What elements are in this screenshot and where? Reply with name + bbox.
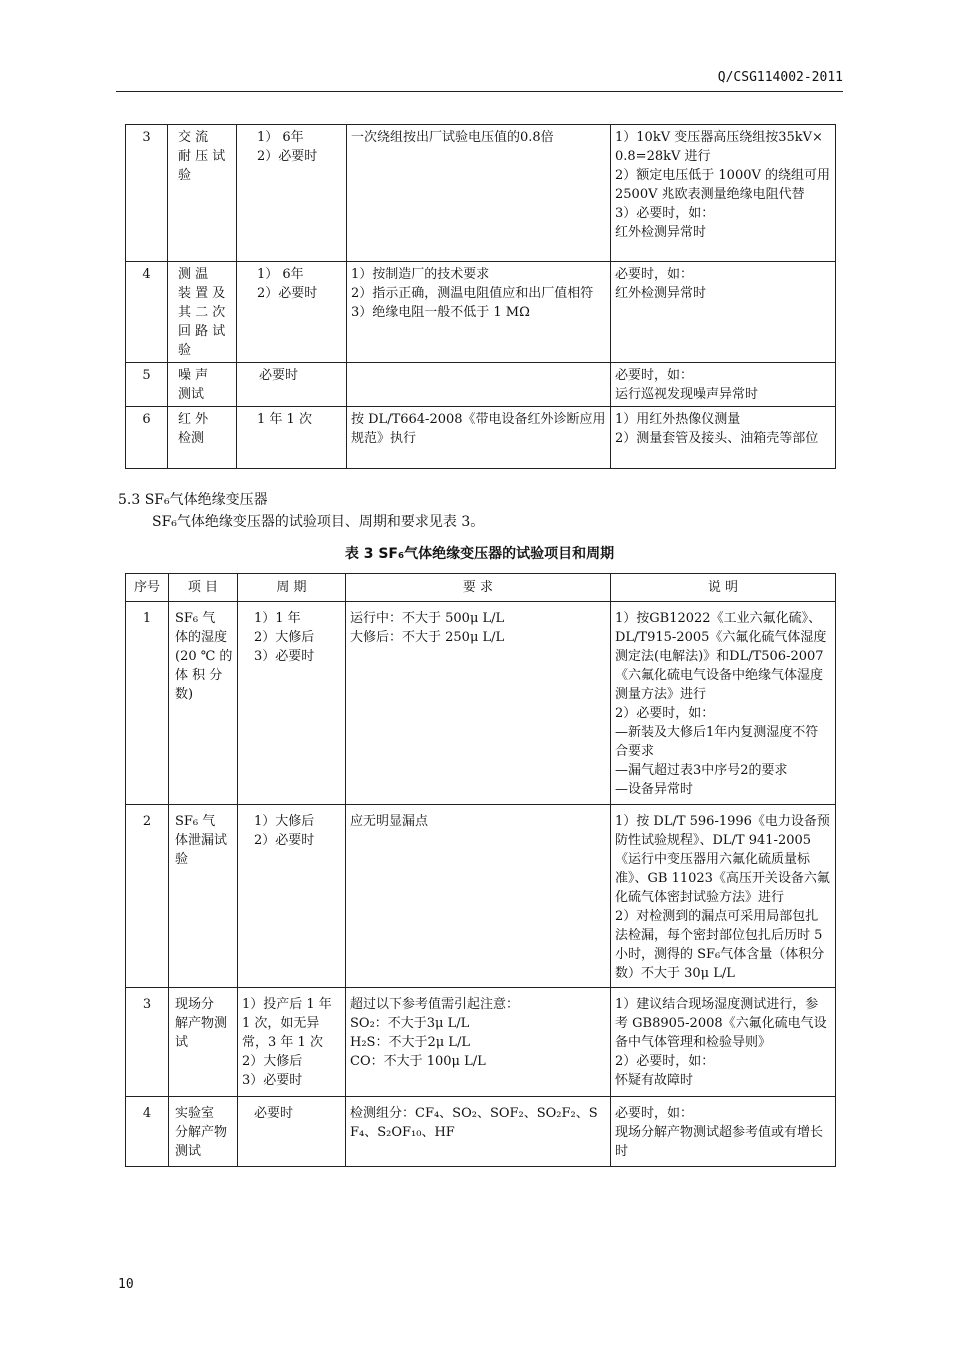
table-row bbox=[126, 407, 836, 469]
test-requirement: 检测组分：CF₄、SO₂、SOF₂、SO₂F₂、SF₄、S₂OF₁₀、HF bbox=[346, 1097, 611, 1167]
test-period: 1 年 1 次 bbox=[237, 407, 347, 469]
row-number: 3 bbox=[126, 988, 169, 1097]
test-requirement: 按 DL/T664-2008《带电设备红外诊断应用规范》执行 bbox=[347, 407, 611, 469]
table-row bbox=[126, 125, 836, 262]
test-requirement: 1）按制造厂的技术要求 2）指示正确，测温电阻值应和出厂值相符 3）绝缘电阻一般不低于 1 MΩ bbox=[347, 262, 611, 363]
table-row bbox=[126, 262, 836, 363]
test-table-continued bbox=[125, 124, 836, 469]
test-period: 1） 6年 2）必要时 bbox=[237, 125, 347, 262]
test-note: 必要时，如： 现场分解产物测试超参考值或有增长时 bbox=[611, 1097, 836, 1167]
test-note: 1）建议结合现场湿度测试进行，参考 GB8905-2008《六氟化硫电气设备中气体管理和检验导则》 2）必要时，如： 怀疑有故障时 bbox=[611, 988, 836, 1097]
test-item: 测 温 装 置 及 其 二 次 回 路 试 验 bbox=[168, 262, 237, 363]
row-number: 4 bbox=[126, 262, 168, 363]
sf6-test-table bbox=[125, 573, 836, 1167]
row-number: 1 bbox=[126, 602, 169, 805]
document-code: Q/CSG114002-2011 bbox=[717, 70, 843, 85]
test-period: 必要时 bbox=[238, 1097, 346, 1167]
test-period: 1）投产后 1 年 1 次，如无异常，3 年 1 次 2）大修后 3）必要时 bbox=[238, 988, 346, 1097]
test-requirement: 超过以下参考值需引起注意： SO₂：不大于3μ L/L H₂S：不大于2μ L/L CO：不大于 100μ L/L bbox=[346, 988, 611, 1097]
test-note: 必要时，如： 运行巡视发现噪声异常时 bbox=[611, 363, 836, 407]
table-row bbox=[126, 1097, 836, 1167]
header-period: 周 期 bbox=[238, 574, 346, 602]
test-requirement: 应无明显漏点 bbox=[346, 805, 611, 988]
test-item: 实验室 分解产物 测试 bbox=[169, 1097, 238, 1167]
header-note: 说 明 bbox=[611, 574, 836, 602]
test-item: 红 外 检测 bbox=[168, 407, 237, 469]
test-requirement: 运行中：不大于 500μ L/L 大修后：不大于 250μ L/L bbox=[346, 602, 611, 805]
test-item: 噪 声 测试 bbox=[168, 363, 237, 407]
row-number: 4 bbox=[126, 1097, 169, 1167]
test-period: 1）1 年 2）大修后 3）必要时 bbox=[238, 602, 346, 805]
test-item: 现场分 解产物测 试 bbox=[169, 988, 238, 1097]
test-item: 交 流 耐 压 试 验 bbox=[168, 125, 237, 262]
section-intro: SF₆气体绝缘变压器的试验项目、周期和要求见表 3。 bbox=[152, 514, 485, 530]
table-row bbox=[126, 988, 836, 1097]
test-requirement bbox=[347, 363, 611, 407]
test-note: 1）10kV 变压器高压绕组按35kV×0.8=28kV 进行 2）额定电压低于 1000V 的绕组可用 2500V 兆欧表测量绝缘电阻代替 3）必要时，如： 红外检测异常时 bbox=[611, 125, 836, 262]
table-row bbox=[126, 805, 836, 988]
table-row bbox=[126, 363, 836, 407]
test-period: 1） 6年 2）必要时 bbox=[237, 262, 347, 363]
header-no: 序号 bbox=[126, 574, 169, 602]
header-rule bbox=[116, 91, 843, 92]
test-note: 1）按 DL/T 596-1996《电力设备预防性试验规程》、DL/T 941-2005《运行中变压器用六氟化硫质量标准》、GB 11023《高压开关设备六氟化硫气体密封试验方法》进行 2）对检测到的漏点可采用局部包扎法检漏，每个密封部位包扎后历时 5 小时，测得的 SF₆气体含量（体积分数）不大于 30μ L/L bbox=[611, 805, 836, 988]
test-note: 1）按GB12022《工业六氟化硫》、DL/T915-2005《六氟化硫气体湿度测定法(电解法)》和DL/T506-2007《六氟化硫电气设备中绝缘气体湿度测量方法》进行 2）必要时，如： —新装及大修后1年内复测湿度不符合要求 —漏气超过表3中序号2的要求 —设备异常时 bbox=[611, 602, 836, 805]
test-item: SF₆ 气 体的湿度 (20 ℃ 的 体 积 分 数) bbox=[169, 602, 238, 805]
test-period: 1）大修后 2）必要时 bbox=[238, 805, 346, 988]
table-row bbox=[126, 602, 836, 805]
row-number: 3 bbox=[126, 125, 168, 262]
test-note: 1）用红外热像仪测量 2）测量套管及接头、油箱壳等部位 bbox=[611, 407, 836, 469]
header-requirement: 要 求 bbox=[346, 574, 611, 602]
section-heading: 5.3 SF₆气体绝缘变压器 bbox=[118, 492, 268, 508]
test-period: 必要时 bbox=[237, 363, 347, 407]
test-item: SF₆ 气 体泄漏试 验 bbox=[169, 805, 238, 988]
row-number: 6 bbox=[126, 407, 168, 469]
row-number: 2 bbox=[126, 805, 169, 988]
page-number: 10 bbox=[118, 1277, 134, 1292]
test-requirement: 一次绕组按出厂试验电压值的0.8倍 bbox=[347, 125, 611, 262]
test-note: 必要时，如： 红外检测异常时 bbox=[611, 262, 836, 363]
header-item: 项 目 bbox=[169, 574, 238, 602]
table-header-row bbox=[126, 574, 836, 602]
table-caption: 表 3 SF₆气体绝缘变压器的试验项目和周期 bbox=[344, 546, 615, 562]
row-number: 5 bbox=[126, 363, 168, 407]
